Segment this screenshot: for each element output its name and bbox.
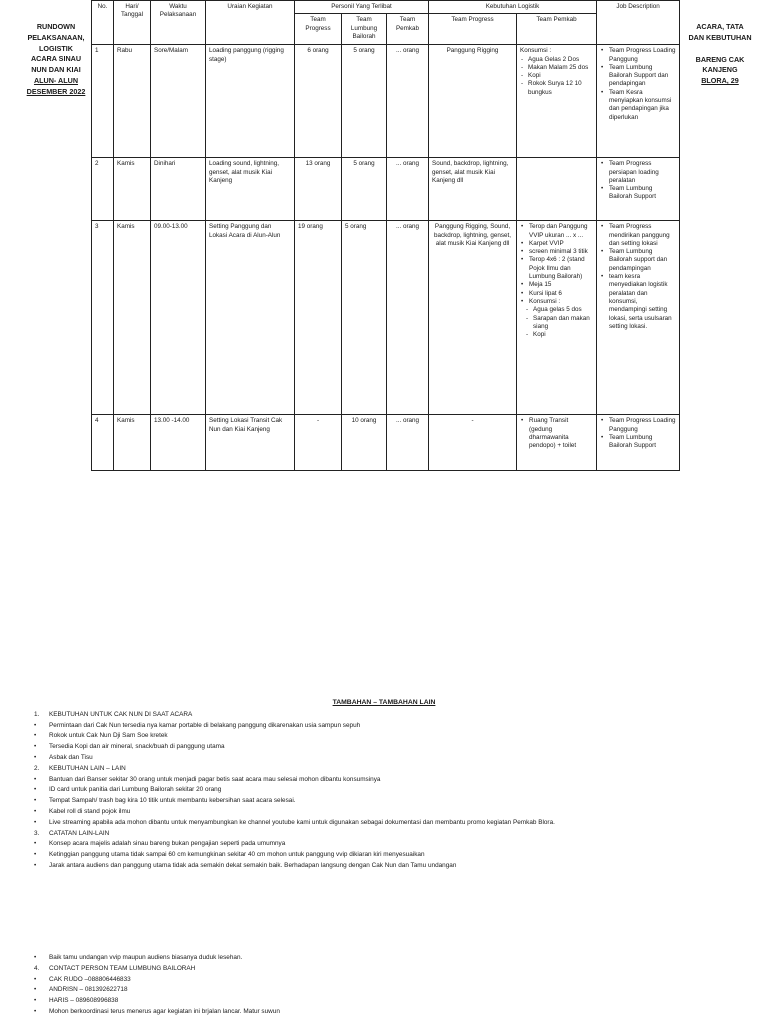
keb-pemkab-sublist: [520, 306, 593, 339]
list-item: - Sarapan dan makan siang: [525, 315, 593, 332]
keb-pemkab-heading: Konsumsi :: [520, 47, 552, 55]
header-hari: Hari/ Tanggal: [114, 1, 151, 45]
job-list: [600, 417, 676, 450]
header-kebutuhan: Kebutuhan Logistik: [429, 1, 597, 14]
cell-no: 4: [92, 415, 114, 471]
cell-team-pemkab: ... orang: [387, 221, 429, 415]
list-item: • Team Progress mendirikan panggung dan setting lokasi: [600, 223, 676, 248]
cell-team-progress: 19 orang: [295, 221, 342, 415]
cell-keb-progress: -: [429, 415, 517, 471]
cell-waktu: Sore/Malam: [151, 45, 206, 158]
extras-line: [0, 744, 768, 755]
table-header-row: [92, 1, 680, 14]
list-item: • team kesra menyediakan logistik peralatan dan konsumsi, mendampingi setting lokasi, serta usulsaran setting lokasi.: [600, 273, 676, 331]
left-title-line: NUN DAN KIAI: [31, 65, 81, 75]
list-marker: •: [34, 986, 37, 994]
list-item: - Kopi: [525, 331, 593, 339]
subheader-team-pemkab: Team Pemkab: [387, 14, 429, 45]
list-item: • Team Lumbung Bailorah support dan pendampingan: [600, 248, 676, 273]
subheader-team-lumbung: Team Lumbung Bailorah: [342, 14, 387, 45]
extras-line-text: Kabel roll di stand pojok ilmu: [49, 807, 131, 815]
extras-line-text: Permintaan dari Cak Nun tersedia nya kamar portable di belakang panggung dikarenakan usia sampun sepuh: [49, 721, 361, 729]
extras-line: [0, 986, 768, 997]
table-row: [92, 45, 680, 158]
list-marker: 3.: [34, 829, 40, 837]
extras-list: [0, 712, 768, 874]
list-item: • Team Lumbung Bailorah Support: [600, 434, 676, 451]
extras-line-text: Bantuan dari Banser sekitar 30 orang untuk menjadi pagar betis saat acara mau selesai mohon dibantu konsumsinya: [49, 775, 381, 783]
cell-keb-pemkab: [517, 221, 597, 415]
cell-job: [597, 221, 680, 415]
header-personil: Personil Yang Terlibat: [295, 1, 429, 14]
cell-team-progress: 6 orang: [295, 45, 342, 158]
header-job: Job Description: [597, 1, 680, 45]
extras-line: [0, 954, 768, 965]
subheader-team-progress: Team Progress: [295, 14, 342, 45]
extras-section: [0, 700, 768, 874]
header-no: No.: [92, 1, 114, 45]
extras-section-continued: [0, 954, 768, 1019]
list-item: - Makan Malam 25 dos: [520, 64, 593, 72]
extras-line: [0, 965, 768, 976]
list-marker: •: [34, 851, 37, 859]
list-item: • Konsumsi :: [520, 298, 593, 306]
keb-pemkab-list: [520, 417, 593, 450]
extras-line: [0, 863, 768, 874]
extras-line-text: HARIS – 089608996838: [49, 997, 119, 1005]
right-title-line: ACARA, TATA: [696, 22, 744, 31]
list-marker: 1.: [34, 710, 40, 718]
job-list: [600, 223, 676, 331]
cell-uraian: Loading sound, lightning, genset, alat musik Kiai Kanjeng: [206, 158, 295, 221]
cell-hari: Kamis: [114, 221, 151, 415]
subheader-keb-team-progress: Team Progress: [429, 14, 517, 45]
extras-line-text: KEBUTUHAN LAIN – LAIN: [49, 764, 126, 772]
cell-waktu: Dinihari: [151, 158, 206, 221]
header-uraian: Uraian Kegiatan: [206, 1, 295, 45]
list-item: • Karpet VVIP: [520, 240, 593, 248]
extras-line-text: Jarak antara audiens dan panggung utama tidak ada semakin dekat semakin baik. Berhadapan langsung dengan Cak Nun dan Tamu undangan: [49, 861, 457, 869]
list-marker: •: [34, 743, 37, 751]
left-title-line: LOGISTIK: [39, 43, 73, 53]
extras-line-text: CATATAN LAIN-LAIN: [49, 829, 110, 837]
cell-waktu: 09.00-13.00: [151, 221, 206, 415]
list-item: • Meja 15: [520, 281, 593, 289]
cell-no: 3: [92, 221, 114, 415]
job-list: [600, 160, 676, 201]
list-item: - Kopi: [520, 72, 593, 80]
cell-keb-progress: Panggung Rigging: [429, 45, 517, 158]
list-marker: •: [34, 786, 37, 794]
list-marker: •: [34, 975, 37, 983]
header-waktu: Waktu Pelaksanaan: [151, 1, 206, 45]
list-marker: •: [34, 954, 37, 961]
extras-line-text: CAK RUDO –088806446833: [49, 975, 131, 983]
list-marker: •: [34, 997, 37, 1005]
list-item: • screen minimal 3 titik: [520, 248, 593, 256]
extras-line: [0, 976, 768, 987]
left-title-line: ACARA SINAU: [30, 54, 82, 64]
list-item: • Team Lumbung Bailorah Support dan pendapingan: [600, 64, 676, 89]
list-marker: •: [34, 1007, 37, 1015]
right-title-line: BARENG CAK: [695, 54, 745, 64]
cell-team-pemkab: ... orang: [387, 158, 429, 221]
extras-line-text: Baik tamu undangan vvip maupun audiens biasanya duduk lesehan.: [49, 954, 243, 961]
left-title-line: PELAKSANAAN,: [27, 32, 85, 42]
extras-line-text: Tempat Sampah/ trash bag kira 10 titik untuk membantu kebersihan saat acara selesai.: [49, 797, 296, 805]
cell-team-lumbung: 5 orang: [342, 45, 387, 158]
list-item: • Team Progress Loading Panggung: [600, 417, 676, 434]
cell-keb-progress: Sound, backdrop, lightning, genset, alat musik Kiai Kanjeng dll: [429, 158, 517, 221]
cell-job: [597, 158, 680, 221]
cell-waktu: 13.00 -14.00: [151, 415, 206, 471]
cell-job: [597, 45, 680, 158]
list-item: • Terop dan Panggung VVIP ukuran ... x ...: [520, 223, 593, 240]
cell-team-pemkab: ... orang: [387, 45, 429, 158]
cell-keb-pemkab: [517, 45, 597, 158]
cell-team-progress: 13 orang: [295, 158, 342, 221]
cell-team-lumbung: 5 orang: [342, 221, 387, 415]
cell-keb-progress: Panggung Rigging, Sound, backdrop, lightning, genset, alat musik Kiai Kanjeng dll: [429, 221, 517, 415]
extras-line: [0, 997, 768, 1008]
right-side-title: [679, 22, 761, 87]
list-marker: •: [34, 861, 37, 869]
cell-keb-pemkab: [517, 158, 597, 221]
left-title-line: DESEMBER 2022: [26, 86, 86, 96]
extras-line-text: ID card untuk panitia dari Lumbung Bailorah sekitar 20 orang: [49, 786, 222, 794]
list-marker: •: [34, 732, 37, 740]
cell-uraian: Setting Panggung dan Lokasi Acara di Alun-Alun: [206, 221, 295, 415]
list-item: - Rokok Surya 12 10 bungkus: [520, 80, 593, 97]
extras-line: [0, 1008, 768, 1019]
cell-team-progress: -: [295, 415, 342, 471]
list-marker: •: [34, 721, 37, 729]
left-title-line: ALUN- ALUN: [33, 75, 79, 85]
right-title-line: DAN KEBUTUHAN: [688, 32, 752, 42]
list-marker: •: [34, 753, 37, 761]
subheader-keb-team-pemkab: Team Pemkab: [517, 14, 597, 45]
extras-line-text: ANDRISN – 081392622718: [49, 986, 128, 994]
list-marker: 2.: [34, 764, 40, 772]
list-item: • Team Kesra menyiapkan konsumsi dan pendapingan jika diperlukan: [600, 89, 676, 122]
extras-line-text: Ketinggian panggung utama tidak sampai 60 cm kemungkinan sekitar 40 cm mohon untuk panggung vvip dikiaran kiri menyesuaikan: [49, 851, 425, 859]
table-row: [92, 415, 680, 471]
cell-hari: Kamis: [114, 415, 151, 471]
cell-hari: Rabu: [114, 45, 151, 158]
list-marker: •: [34, 840, 37, 848]
extras-line-text: CONTACT PERSON TEAM LUMBUNG BAILORAH: [49, 964, 196, 972]
list-item: • Team Lumbung Bailorah Support: [600, 185, 676, 202]
list-item: • Team Progress Loading Panggung: [600, 47, 676, 64]
list-marker: •: [34, 797, 37, 805]
list-item: • Team Progress persiapan loading peralatan: [600, 160, 676, 185]
list-item: • Ruang Transit (gedung dharmawanita pendopo) + toilet: [520, 417, 593, 450]
list-item: • Terop 4x6 : 2 (stand Pojok Ilmu dan Lumbung Bailorah): [520, 256, 593, 281]
extras-line-text: KEBUTUHAN UNTUK CAK NUN DI SAAT ACARA: [49, 710, 193, 718]
cell-uraian: Loading panggung (rigging stage): [206, 45, 295, 158]
cell-team-lumbung: 10 orang: [342, 415, 387, 471]
list-marker: •: [34, 775, 37, 783]
list-marker: •: [34, 818, 37, 826]
job-list: [600, 47, 676, 122]
extras-line: [0, 820, 768, 831]
extras-line-text: Konsep acara majelis adalah sinau bareng bukan pengajian seperti pada umumnya: [49, 840, 286, 848]
list-marker: •: [34, 807, 37, 815]
cell-uraian: Setting Lokasi Transit Cak Nun dan Kiai Kanjeng: [206, 415, 295, 471]
extras-list-continued: [0, 954, 768, 1019]
extras-title: TAMBAHAN – TAMBAHAN LAIN: [332, 699, 436, 706]
list-item: • Kursi lipat 6: [520, 290, 593, 298]
right-title-line: BLORA, 29: [701, 76, 739, 86]
cell-team-lumbung: 5 orang: [342, 158, 387, 221]
extras-line-text: Asbak dan Tisu: [49, 753, 93, 761]
extras-line-text: Mohon berkoordinasi terus menerus agar kegiatan ini brjalan lancar. Matur suwun: [49, 1007, 280, 1015]
list-item: - Agua gelas 5 dos: [525, 306, 593, 314]
rundown-table: [91, 0, 680, 471]
extras-line-text: Live streaming apabila ada mohon dibantu untuk menyambungkan ke channel youtube kami untuk digunakan sebagai dokumentasi dan membantu promo kegiatan Pemkab Blora.: [49, 818, 555, 826]
cell-team-pemkab: ... orang: [387, 415, 429, 471]
cell-no: 2: [92, 158, 114, 221]
list-marker: 4.: [34, 964, 40, 972]
right-title-line: KANJENG: [702, 65, 738, 75]
left-title-line: RUNDOWN: [36, 22, 76, 31]
left-side-title: [20, 22, 92, 98]
extras-line-text: Rokok untuk Cak Nun Dji Sam Soe kretek: [49, 732, 168, 740]
cell-keb-pemkab: [517, 415, 597, 471]
table-row: [92, 221, 680, 415]
keb-pemkab-list: [520, 223, 593, 306]
keb-pemkab-list: [520, 56, 593, 97]
cell-no: 1: [92, 45, 114, 158]
extras-line-text: Tersedia Kopi dan air mineral, snack/buah di panggung utama: [49, 743, 225, 751]
list-item: - Agua Gelas 2 Dos: [520, 56, 593, 64]
table-row: [92, 158, 680, 221]
cell-hari: Kamis: [114, 158, 151, 221]
cell-job: [597, 415, 680, 471]
